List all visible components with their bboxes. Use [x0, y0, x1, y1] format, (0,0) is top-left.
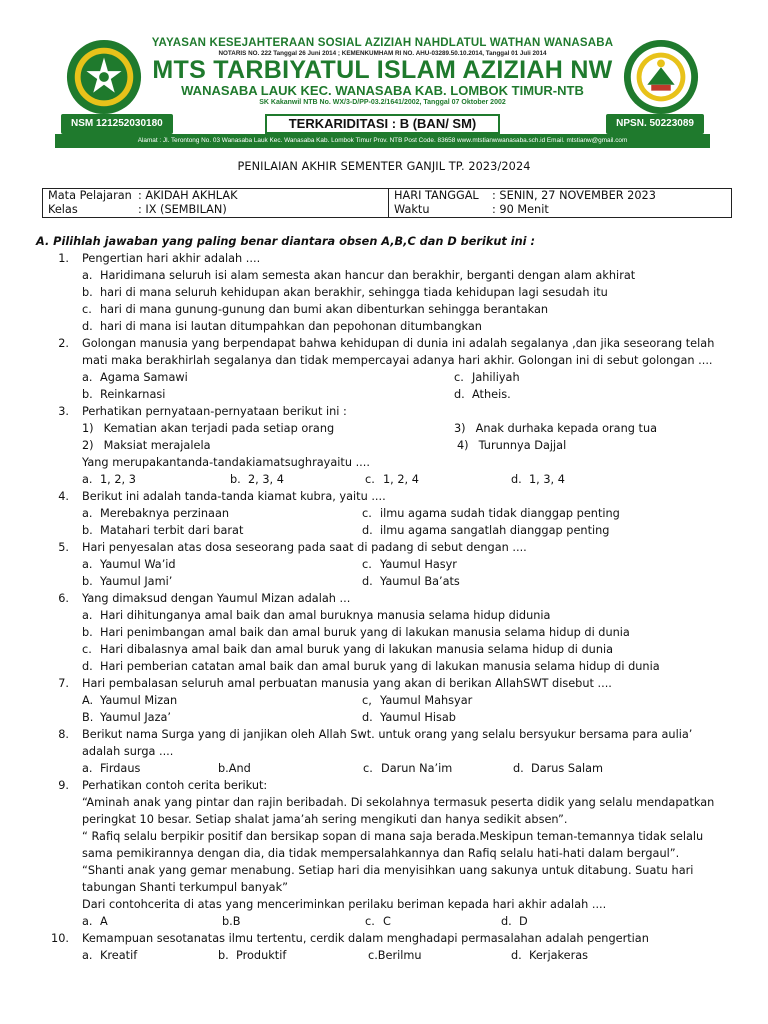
question-number: 1. — [58, 252, 69, 265]
waktu-value: : 90 Menit — [492, 203, 549, 216]
option-text: Haridimana seluruh isi alam semesta akan hancur dan berakhir, berganti dengan alam akhirat — [100, 269, 636, 282]
option-letter: a. — [82, 269, 93, 282]
question-number: 3. — [58, 405, 69, 418]
info-cell-left — [43, 189, 389, 218]
school-emblem-right-icon — [622, 38, 700, 116]
option-text: ilmu agama sudah tidak dianggap penting — [380, 507, 620, 520]
option — [82, 607, 736, 624]
option — [454, 386, 736, 403]
statement-text: Anak durhaka kepada orang tua — [475, 422, 658, 435]
question-number: 2. — [58, 337, 69, 350]
option — [454, 369, 736, 386]
school-emblem-left-icon — [65, 38, 143, 116]
question-number: 4. — [58, 490, 69, 503]
question-7 — [36, 675, 736, 726]
option-letter: b. — [82, 286, 93, 299]
question-number: 9. — [58, 779, 69, 792]
option-text: Kreatif — [100, 949, 138, 962]
option-text: b.And — [218, 762, 251, 775]
option — [82, 658, 736, 675]
option-grid — [82, 692, 736, 726]
option — [362, 522, 736, 539]
option-letter: c. — [454, 371, 464, 384]
option-text: b.B — [222, 915, 241, 928]
option-text: Reinkarnasi — [100, 388, 166, 401]
option-letter: c. — [362, 558, 372, 571]
option — [365, 913, 501, 930]
option-text: Yaumul Hasyr — [380, 558, 457, 571]
info-row-mapel — [48, 189, 383, 203]
option — [362, 573, 736, 590]
option-text: Hari penimbangan amal baik dan amal buruk yang di lakukan manusia selama hidup di dunia — [100, 626, 630, 639]
question-8 — [36, 726, 736, 777]
option-text: Yaumul Jami’ — [100, 575, 173, 588]
question-10 — [36, 930, 736, 964]
option — [82, 471, 230, 488]
option-letter: d. — [82, 320, 93, 333]
option — [82, 947, 218, 964]
notary-line: NOTARIS NO. 222 Tanggal 26 Juni 2014 ; KEMENKUMHAM RI NO. AHU-03289.50.10.2014, Tanggal 01 Juli 2014 — [218, 50, 547, 57]
option-text: 1, 3, 4 — [529, 473, 565, 486]
option-text: D — [519, 915, 528, 928]
option-letter: d. — [501, 915, 512, 928]
option-letter: b. — [82, 575, 93, 588]
option — [365, 471, 511, 488]
option-text: Darus Salam — [531, 762, 604, 775]
question-text-line2: mati maka berakhirlah segalanya dan tidak mempercayai adanya hari akhir. Golongan ini di sebut golongan .... — [82, 354, 713, 367]
option — [362, 692, 736, 709]
option — [362, 556, 736, 573]
option-letter: b. — [82, 524, 93, 537]
option-text: hari di mana gunung-gunung dan bumi akan dibenturkan sehingga berantakan — [100, 303, 549, 316]
option — [82, 709, 362, 726]
statement-text: Maksiat merajalela — [103, 439, 211, 452]
option-text: Produktif — [236, 949, 287, 962]
option-text: Kerjakeras — [529, 949, 589, 962]
option-letter: A. — [82, 694, 94, 707]
option-letter: c. — [362, 507, 372, 520]
question-2 — [36, 335, 736, 403]
option-text: Yaumul Mahsyar — [380, 694, 473, 707]
option-letter: b. — [230, 473, 241, 486]
letterhead — [55, 33, 710, 148]
option-letter: b. — [82, 388, 93, 401]
option-grid — [82, 760, 736, 777]
question-number: 7. — [58, 677, 69, 690]
statement — [82, 420, 454, 437]
option — [82, 573, 362, 590]
address-strip: Alamat : Jl. Terontong No. 03 Wanasaba Lauk Kec. Wanasaba Kab. Lombok Timur Prov. NTB Post Code. 83658 www.mtstianwwanasaba.sch.id Email. mtstianw@gmail.com — [55, 134, 710, 148]
option-text: Merebaknya perzinaan — [100, 507, 230, 520]
option-text: 1, 2, 3 — [100, 473, 136, 486]
option-letter: d. — [511, 949, 522, 962]
question-9 — [36, 777, 736, 930]
statement-text: Kematian akan terjadi pada setiap orang — [103, 422, 335, 435]
info-cell-right — [389, 189, 732, 218]
statement-number: 4) — [457, 439, 469, 452]
option — [82, 641, 736, 658]
option — [362, 709, 736, 726]
option-letter: c. — [82, 303, 92, 316]
option — [82, 284, 736, 301]
question-5 — [36, 539, 736, 590]
option-text: Darun Na’im — [381, 762, 453, 775]
school-name: MTS TARBIYATUL ISLAM AZIZIAH NW — [152, 56, 613, 84]
option-letter: a. — [82, 371, 93, 384]
option — [82, 522, 362, 539]
statement-number: 1) — [82, 422, 94, 435]
option-text: c.Berilmu — [368, 949, 422, 962]
question-number: 10. — [51, 932, 69, 945]
question-list — [36, 250, 736, 964]
option-grid — [82, 471, 736, 488]
option-text: Yaumul Ba’ats — [380, 575, 460, 588]
option-text: Yaumul Hisab — [380, 711, 456, 724]
option — [230, 471, 365, 488]
story-line: “ Rafiq selalu berpikir positif dan bersikap sopan di mana saja berada.Meskipun teman-temannya tidak selalu — [82, 830, 704, 843]
story-line: sama pemikirannya dengan dia, dia tidak mempersalahkannya dan Rafiq selalu hati-hati dalam bergaul”. — [82, 847, 680, 860]
option — [82, 301, 736, 318]
question-text: Berikut ini adalah tanda-tanda kiamat kubra, yaitu .... — [82, 490, 386, 503]
option-letter: a. — [82, 915, 93, 928]
option-grid — [82, 505, 736, 539]
option-letter: c, — [362, 694, 372, 707]
nsm-badge: NSM 121252030180 — [61, 114, 173, 134]
question-text: Perhatikan contoh cerita berikut: — [82, 779, 268, 792]
option-text: Yaumul Mizan — [100, 694, 178, 707]
question-prompt: Yang merupakantanda-tandakiamatsughrayaitu .... — [82, 456, 370, 469]
question-text: Perhatikan pernyataan-pernyataan berikut ini : — [82, 405, 347, 418]
option-text: Jahiliyah — [472, 371, 520, 384]
option-letter: c. — [363, 762, 373, 775]
option-letter: c. — [365, 473, 375, 486]
question-text: Hari pembalasan seluruh amal perbuatan manusia yang akan di berikan AllahSWT disebut .... — [82, 677, 612, 690]
info-row-hari — [394, 189, 726, 203]
option — [218, 760, 363, 777]
option — [368, 947, 511, 964]
question-text: Kemampuan sesotanatas ilmu tertentu, cerdik dalam menghadapi permasalahan adalah pengertian — [82, 932, 649, 945]
option-text: hari di mana seluruh kehidupan akan berakhir, sehingga tiada kehidupan lagi sesudah itu — [100, 286, 608, 299]
info-row-kelas — [48, 203, 383, 217]
option-letter: a. — [82, 473, 93, 486]
option — [82, 760, 218, 777]
option — [82, 386, 454, 403]
option-letter: a. — [82, 949, 93, 962]
mapel-label: Mata Pelajaran — [48, 189, 132, 202]
option — [82, 692, 362, 709]
option-letter: d. — [362, 575, 373, 588]
story-line: “Aminah anak yang pintar dan rajin beribadah. Di sekolahnya termasuk peserta didik yang selalu mendapatkan — [82, 796, 715, 809]
option-letter: b. — [82, 626, 93, 639]
option-text: 2, 3, 4 — [248, 473, 284, 486]
option-text: hari di mana isi lautan ditumpahkan dan pepohonan ditumbangkan — [100, 320, 482, 333]
option — [82, 624, 736, 641]
kelas-value: : IX (SEMBILAN) — [138, 203, 227, 216]
option-text: Atheis. — [472, 388, 511, 401]
letterhead-text — [150, 37, 615, 106]
option-letter: b. — [218, 949, 229, 962]
option — [511, 947, 736, 964]
option-text: Hari pemberian catatan amal baik dan amal buruk yang di lakukan manusia selama hidup di dunia — [100, 660, 660, 673]
question-text-line2: adalah surga .... — [82, 745, 174, 758]
question-number: 6. — [58, 592, 69, 605]
option-letter: d. — [82, 660, 93, 673]
question-text: Hari penyesalan atas dosa seseorang pada saat di padang di sebut dengan .... — [82, 541, 527, 554]
option-letter: d. — [511, 473, 522, 486]
statement-number: 2) — [82, 439, 94, 452]
npsn-badge: NPSN. 50223089 — [606, 114, 704, 134]
question-1 — [36, 250, 736, 335]
option-text: Agama Samawi — [100, 371, 188, 384]
option-letter: a. — [82, 507, 93, 520]
story-line: Dari contohcerita di atas yang menceriminkan perilaku beriman kepada hari akhir adalah .... — [82, 898, 607, 911]
option-letter: a. — [82, 558, 93, 571]
option-text: Hari dihitunganya amal baik dan amal buruknya manusia selama hidup didunia — [100, 609, 551, 622]
exam-title: PENILAIAN AKHIR SEMENTER GANJIL TP. 2023/2024 — [237, 160, 531, 173]
option — [362, 505, 736, 522]
option-text: Firdaus — [100, 762, 141, 775]
option-grid — [82, 556, 736, 590]
option-grid — [82, 369, 736, 403]
question-4 — [36, 488, 736, 539]
option-text: C — [383, 915, 391, 928]
hari-label: HARI TANGGAL — [394, 189, 479, 202]
option — [82, 369, 454, 386]
option-text: 1, 2, 4 — [383, 473, 419, 486]
statement-grid — [82, 420, 736, 454]
waktu-label: Waktu — [394, 203, 430, 216]
option-letter: a. — [82, 762, 93, 775]
option-letter: d. — [454, 388, 465, 401]
option-text: ilmu agama sangatlah dianggap penting — [380, 524, 610, 537]
story-line: “Shanti anak yang gemar menabung. Setiap hari dia menyisihkan uang sakunya untuk ditabung. Suatu hari — [82, 864, 694, 877]
option-letter: d. — [362, 711, 373, 724]
question-3 — [36, 403, 736, 488]
option-text: A — [100, 915, 108, 928]
question-text: Yang dimaksud dengan Yaumul Mizan adalah ... — [82, 592, 351, 605]
statement-text: Turunnya Dajjal — [478, 439, 567, 452]
option-text: Hari dibalasnya amal baik dan amal buruk yang di lakukan manusia selama hidup di dunia — [100, 643, 614, 656]
option-letter: d. — [362, 524, 373, 537]
option — [82, 913, 222, 930]
mapel-value: : AKIDAH AKHLAK — [138, 189, 238, 202]
question-6 — [36, 590, 736, 675]
school-location: WANASABA LAUK KEC. WANASABA KAB. LOMBOK TIMUR-NTB — [181, 83, 584, 98]
option-letter: d. — [513, 762, 524, 775]
hari-value: : SENIN, 27 NOVEMBER 2023 — [492, 189, 656, 202]
option — [513, 760, 736, 777]
section-a-heading: A. Pilihlah jawaban yang paling benar diantara obsen A,B,C dan D berikut ini : — [36, 235, 535, 248]
foundation-name: YAYASAN KESEJAHTERAAN SOSIAL AZIZIAH NAHDLATUL WATHAN WANASABA — [151, 37, 614, 49]
option-text: Yaumul Jaza’ — [100, 711, 172, 724]
statement-number: 3) — [454, 422, 466, 435]
question-text-line1: Golongan manusia yang berpendapat bahwa kehidupan di dunia ini adalah segalanya ,dan jika seseorang telah — [82, 337, 715, 350]
option — [218, 947, 368, 964]
option-grid — [82, 913, 736, 930]
option — [82, 556, 362, 573]
option-text: Matahari terbit dari barat — [100, 524, 244, 537]
option — [222, 913, 365, 930]
option — [82, 505, 362, 522]
option-grid — [82, 947, 736, 964]
question-text: Pengertian hari akhir adalah .... — [82, 252, 261, 265]
statement — [454, 437, 736, 454]
option — [82, 267, 736, 284]
option-text: Yaumul Wa’id — [100, 558, 176, 571]
question-text-line1: Berikut nama Surga yang di janjikan oleh Allah Swt. untuk orang yang selalu bersyukur bersama para aulia’ — [82, 728, 693, 741]
option — [363, 760, 513, 777]
statement — [454, 420, 736, 437]
option-letter: B. — [82, 711, 94, 724]
option — [82, 318, 736, 335]
option-letter: c. — [82, 643, 92, 656]
sk-line: SK Kakanwil NTB No. WX/3-D/PP-03.2/1641/2002, Tanggal 07 Oktober 2002 — [259, 99, 506, 106]
letterhead-bar — [55, 114, 710, 134]
info-row-waktu — [394, 203, 726, 217]
accreditation-badge: TERKARIDITASI : B (BAN/ SM) — [265, 114, 500, 134]
question-number: 5. — [58, 541, 69, 554]
statement — [82, 437, 454, 454]
option-letter: c. — [365, 915, 375, 928]
question-number: 8. — [58, 728, 69, 741]
option-letter: a. — [82, 609, 93, 622]
kelas-label: Kelas — [48, 203, 78, 216]
exam-info-table — [42, 188, 732, 218]
story-line: tabungan Shanti terkumpul banyak” — [82, 881, 288, 894]
story-line: peringkat 10 besar. Setiap shalat jama’ah sering mengikuti dan hanya sedikit absen”. — [82, 813, 568, 826]
option — [501, 913, 736, 930]
option — [511, 471, 736, 488]
